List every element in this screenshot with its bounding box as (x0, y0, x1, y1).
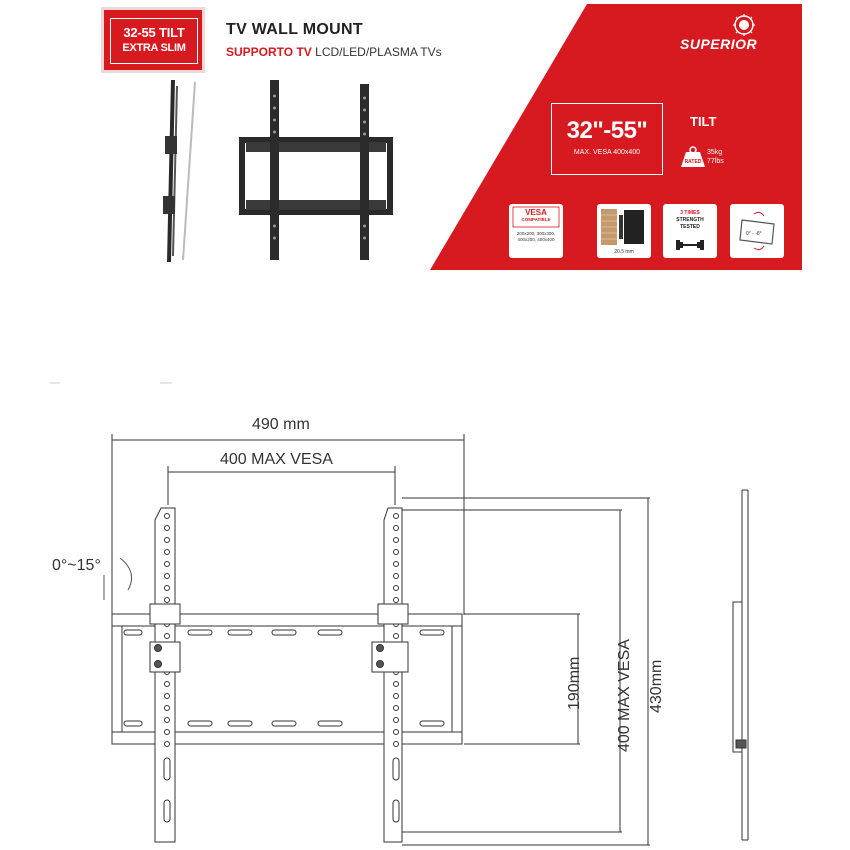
vesa-horizontal-label: 400 MAX VESA (220, 451, 333, 468)
wall-gap-value: 20.5 mm (614, 249, 634, 255)
strength-line-3: TESTED (680, 224, 700, 230)
vesa-title: VESA (525, 208, 547, 217)
mount-side-photo (155, 76, 205, 266)
weight-lbs: 77lbs (707, 158, 724, 165)
vesa-sizes-line-1: 200x200, 300x300, (516, 231, 556, 236)
weight-badge-text: RATED (684, 159, 702, 165)
brand-name: SUPERIOR (680, 36, 758, 52)
tilt-label: TILT (690, 114, 717, 129)
subtitle-red: SUPPORTO TV (226, 45, 312, 59)
max-vesa-note: MAX. VESA 400x400 (573, 149, 641, 156)
tilt-range-label: 0°~15° (52, 557, 101, 574)
wall-gap-card (597, 204, 651, 258)
size-range-box (551, 103, 663, 175)
strength-line-1: 3 TIMES (680, 210, 700, 216)
tag-line-2: EXTRA SLIM (122, 42, 186, 54)
vesa-subtitle: COMPATIBLE (521, 217, 551, 222)
size-range: 32"-55" (566, 117, 648, 144)
width-total-label: 490 mm (252, 416, 310, 433)
vesa-sizes-line-2: 400x200, 400x400 (517, 237, 555, 242)
wall-brick-icon (599, 207, 649, 247)
brand-lion-icon (733, 14, 755, 36)
product-subtitle (226, 45, 442, 59)
weight-kg: 35kg (707, 149, 723, 156)
tilt-angle-range: 0° - -8° (746, 231, 762, 237)
height-total-label: 430mm (648, 659, 665, 713)
vesa-card (509, 204, 563, 258)
vesa-sizes (509, 231, 563, 243)
mount-front-photo (232, 76, 397, 266)
weight-icon (680, 146, 706, 168)
strength-line-2: STRENGTH (676, 217, 704, 223)
weight-rating (707, 148, 724, 166)
technical-drawing (0, 380, 850, 850)
subtitle-rest: LCD/LED/PLASMA TVs (315, 45, 442, 59)
dumbbell-icon (675, 238, 705, 252)
tag-line-1: 32-55 TILT (123, 25, 185, 40)
size-tag (101, 7, 205, 73)
product-title: TV WALL MOUNT (226, 21, 363, 38)
height-190-label: 190mm (566, 656, 583, 710)
strength-card (663, 204, 717, 258)
vesa-vertical-label: 400 MAX VESA (616, 639, 633, 752)
tilt-angle-card (730, 204, 784, 258)
